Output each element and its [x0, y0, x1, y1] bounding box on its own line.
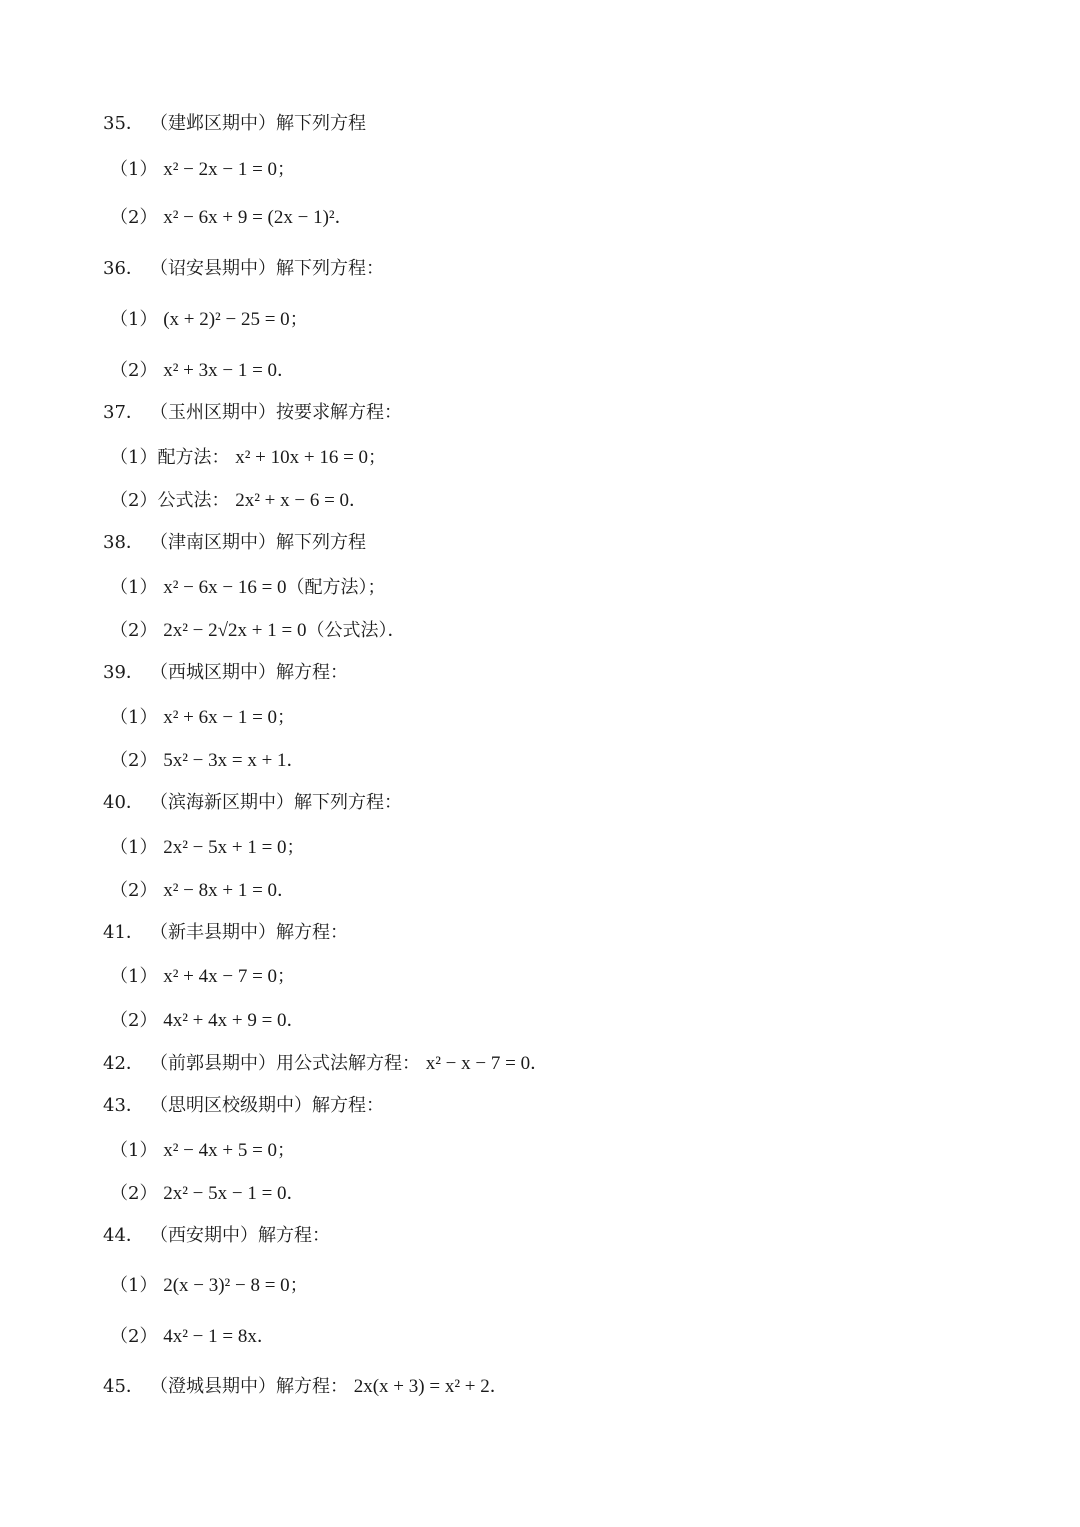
part-label: （2）	[110, 360, 158, 381]
equation: x² − 8x + 1 = 0	[163, 880, 278, 901]
part-label: （1）	[110, 159, 158, 180]
problem-source: （西安期中）解方程：	[150, 1225, 330, 1246]
punctuation: ．	[334, 207, 353, 228]
method-note: （公式法）．	[306, 620, 406, 641]
part-label: （2）	[110, 1010, 158, 1031]
punctuation: ；	[286, 837, 305, 858]
equation: x² + 4x − 7 = 0	[163, 966, 278, 987]
method-note: （配方法）；	[286, 577, 386, 598]
part-label: （2）	[110, 750, 158, 771]
part-label: （1）	[110, 707, 158, 728]
part-label: （2）	[110, 207, 158, 228]
equation: 2x² − 5x − 1 = 0	[163, 1183, 287, 1204]
equation: 2x(x + 3) = x² + 2	[353, 1376, 490, 1397]
punctuation: ．	[349, 490, 368, 511]
equation: x² + 3x − 1 = 0	[163, 360, 278, 381]
punctuation: ．	[286, 1010, 305, 1031]
problem-source: （新丰县期中）解方程：	[150, 922, 348, 943]
punctuation: ．	[489, 1376, 508, 1397]
problem-number: 42．	[103, 1053, 144, 1074]
punctuation: ．	[286, 1183, 305, 1204]
problem-number: 35．	[103, 113, 144, 134]
part-label: （1）	[110, 966, 158, 987]
equation: x² − 2x − 1 = 0	[163, 159, 278, 180]
problem-number: 43．	[103, 1095, 144, 1116]
punctuation: ．	[286, 750, 305, 771]
equation: x² − 6x + 9 = (2x − 1)²	[163, 207, 335, 228]
equation: 4x² + 4x + 9 = 0	[163, 1010, 287, 1031]
part-label: （1）	[110, 1275, 158, 1296]
problem-number: 38．	[103, 532, 144, 553]
problem-source: （西城区期中）解方程：	[150, 662, 348, 683]
part-label: （2）	[110, 880, 158, 901]
problem-number: 40．	[103, 792, 144, 813]
equation: 2x² − 5x + 1 = 0	[163, 837, 287, 858]
equation: (x + 2)² − 25 = 0	[163, 309, 290, 330]
equation: x² + 10x + 16 = 0	[235, 447, 369, 468]
part-label: （1）	[110, 309, 158, 330]
punctuation: ；	[277, 159, 296, 180]
punctuation: ．	[277, 880, 296, 901]
problem-number: 39．	[103, 662, 144, 683]
punctuation: ．	[277, 360, 296, 381]
problem-source: （津南区期中）解下列方程	[150, 532, 366, 553]
problem-source: （澄城县期中）解方程：	[150, 1376, 348, 1397]
part-label: （2）	[110, 1183, 158, 1204]
problem-number: 44．	[103, 1225, 144, 1246]
equation: 4x² − 1 = 8x	[163, 1326, 257, 1347]
problem-source: （滨海新区期中）解下列方程：	[150, 792, 402, 813]
problem-number: 45．	[103, 1376, 144, 1397]
method-label: 公式法：	[157, 490, 230, 511]
equation: 2(x − 3)² − 8 = 0	[163, 1275, 290, 1296]
problem-number: 36．	[103, 258, 144, 279]
punctuation: ；	[289, 1275, 308, 1296]
punctuation: ；	[289, 309, 308, 330]
part-label: （1）	[110, 577, 158, 598]
problem-source: （思明区校级期中）解方程：	[150, 1095, 384, 1116]
part-label: （2）	[110, 490, 158, 511]
part-label: （1）	[110, 1140, 158, 1161]
equation: x² − x − 7 = 0	[425, 1053, 531, 1074]
part-label: （1）	[110, 447, 158, 468]
punctuation: ；	[277, 966, 296, 987]
equation: 2x² + x − 6 = 0	[235, 490, 350, 511]
part-label: （2）	[110, 620, 158, 641]
problem-number: 41．	[103, 922, 144, 943]
punctuation: ；	[277, 1140, 296, 1161]
equation: x² − 4x + 5 = 0	[163, 1140, 278, 1161]
punctuation: ；	[277, 707, 296, 728]
part-label: （2）	[110, 1326, 158, 1347]
punctuation: ；	[368, 447, 387, 468]
punctuation: ．	[256, 1326, 275, 1347]
punctuation: ．	[530, 1053, 549, 1074]
equation: 5x² − 3x = x + 1	[163, 750, 287, 771]
problem-source: （建邺区期中）解下列方程	[150, 113, 366, 134]
equation: x² − 6x − 16 = 0	[163, 577, 287, 598]
problem-source: （前郭县期中）用公式法解方程：	[150, 1053, 420, 1074]
problem-source: （诏安县期中）解下列方程：	[150, 258, 384, 279]
equation: 2x² − 2√2x + 1 = 0	[163, 620, 307, 641]
equation: x² + 6x − 1 = 0	[163, 707, 278, 728]
problem-source: （玉州区期中）按要求解方程：	[150, 402, 402, 423]
problem-number: 37．	[103, 402, 144, 423]
part-label: （1）	[110, 837, 158, 858]
method-label: 配方法：	[157, 447, 230, 468]
